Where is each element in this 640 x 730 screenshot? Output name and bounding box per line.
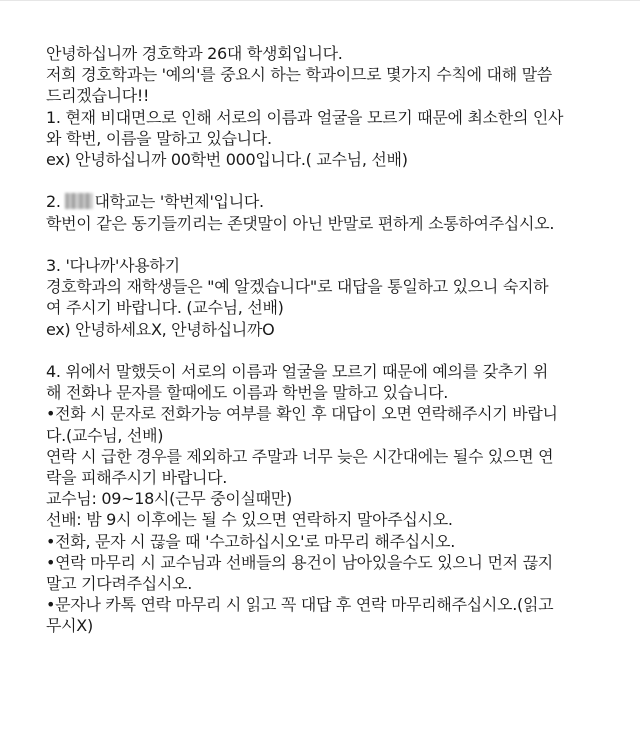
- rule-4-bullet: •전화 시 문자로 전화가능 여부를 확인 후 대답이 오면 연락해주시기 바랍니: [46, 404, 558, 424]
- paragraph-gap: [46, 170, 616, 191]
- rule-4-line: 무시X): [46, 616, 93, 636]
- rule-2-title: [46, 191, 616, 212]
- notice-body: [46, 43, 616, 637]
- rule-1-line: 1. 현재 비대면으로 인해 서로의 이름과 얼굴을 모르기 때문에 최소한의 인사: [46, 107, 564, 127]
- rule-2-school-suffix: 대학교는 '학번제'입니다.: [94, 192, 264, 212]
- greeting-line: 안녕하십니까 경호학과 26대 학생회입니다.: [46, 44, 343, 63]
- rule-1-line: 와 학번, 이름을 말하고 있습니다.: [46, 128, 272, 148]
- rule-3-title: 3. '다나까'사용하기: [46, 256, 180, 275]
- rule-2-number: 2.: [46, 192, 61, 212]
- rule-4-line: 해 전화나 문자를 할때에도 이름과 학번을 말하고 있습니다.: [46, 383, 449, 403]
- rule-4-bullet: •전화, 문자 시 끊을 때 '수고하십시오'로 마무리 해주십시오.: [46, 531, 455, 551]
- rule-4-line: 다.(교수님, 선배): [46, 425, 164, 445]
- rule-4-line: 말고 기다려주십시오.: [46, 574, 192, 594]
- rule-3-example: ex) 안녕하세요X, 안녕하십니까O: [46, 319, 275, 339]
- rule-3-line: 여 주시기 바랍니다. (교수님, 선배): [46, 298, 284, 318]
- greeting-line: 드리겠습니다!!: [46, 86, 150, 106]
- rule-4-line: 연락 시 급한 경우를 제외하고 주말과 너무 늦은 시간대에는 될수 있으면 연: [46, 446, 554, 466]
- senior-hours: 선배: 밤 9시 이후에는 될 수 있으면 연락하지 말아주십시오.: [46, 510, 453, 530]
- rule-4-line: 락을 피해주시기 바랍니다.: [46, 468, 228, 488]
- professor-hours: 교수님: 09~18시(근무 중이실때만): [46, 489, 292, 509]
- rule-2-line: 학번이 같은 동기들끼리는 존댓말이 아닌 반말로 편하게 소통하여주십시오.: [46, 213, 555, 233]
- rule-1-example: ex) 안녕하십니까 00학번 000입니다.( 교수님, 선배): [46, 150, 408, 170]
- blurred-school-name: [65, 193, 93, 209]
- rule-3-line: 경호학과의 재학생들은 "예 알겠습니다"로 대답을 통일하고 있으니 숙지하: [46, 277, 549, 297]
- paragraph-gap: [46, 234, 616, 255]
- rule-4-bullet: •문자나 카톡 연락 마무리 시 읽고 꼭 대답 후 연락 마무리해주십시오.(읽고: [46, 595, 554, 615]
- paragraph-gap: [46, 340, 616, 361]
- greeting-line: 저희 경호학과는 '예의'를 중요시 하는 학과이므로 몇가지 수칙에 대해 말씀: [46, 65, 552, 85]
- rule-4-bullet: •연락 마무리 시 교수님과 선배들의 용건이 남아있을수도 있으니 먼저 끊지: [46, 552, 553, 572]
- rule-4-line: 4. 위에서 말했듯이 서로의 이름과 얼굴을 모르기 때문에 예의를 갖추기 위: [46, 362, 549, 381]
